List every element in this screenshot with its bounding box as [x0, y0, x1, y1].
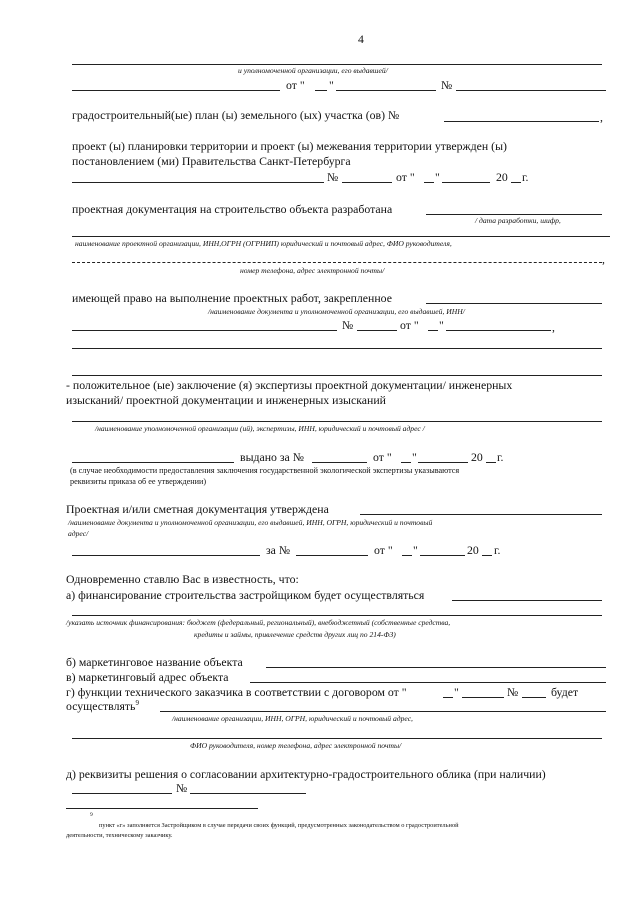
blank-day[interactable]	[443, 697, 453, 698]
approved-docs-label: Проектная и/или сметная документация утверждена	[66, 502, 329, 516]
blank-line[interactable]	[72, 421, 602, 422]
blank-month[interactable]	[442, 182, 490, 183]
footnote-separator	[66, 808, 258, 809]
note: (в случае необходимости предоставления заключения государственной экологической экспертизы указываются	[70, 466, 460, 475]
hint: наименование проектной организации, ИНН,ОГРН (ОГРНИП) юридический и почтовый адрес, ФИО руководителя,	[75, 239, 452, 248]
blank-year[interactable]	[511, 182, 521, 183]
blank-day[interactable]	[402, 555, 412, 556]
blank-line[interactable]	[72, 236, 610, 237]
item-b: б) маркетинговое название объекта	[66, 655, 243, 669]
footnote-line1: пункт «г» заполняется Застройщиком в случае передачи своих функций, предусмотренных законодательством о градостроительной	[99, 822, 459, 829]
blank-line[interactable]	[72, 738, 602, 739]
item-a: а) финансирование строительства застройщиком будет осуществляться	[66, 588, 425, 602]
blank-line[interactable]	[72, 555, 260, 556]
label-number: №	[327, 170, 339, 184]
label-number: №	[342, 318, 354, 332]
quote: "	[329, 78, 334, 92]
hint: /наименование организации, ИНН, ОГРН, юридический и почтовый адрес,	[172, 714, 413, 723]
label-from: от "	[374, 543, 393, 557]
label-from: от "	[396, 170, 415, 184]
blank-day[interactable]	[428, 330, 438, 331]
label-for-number: за №	[266, 543, 291, 557]
blank-line[interactable]	[72, 793, 172, 794]
footnote-line2: деятельности, техническому заказчику.	[66, 832, 173, 839]
blank-line[interactable]	[72, 64, 602, 65]
blank-line[interactable]	[72, 348, 602, 349]
hint: номер телефона, адрес электронной почты/	[240, 266, 385, 275]
blank-month[interactable]	[418, 462, 468, 463]
blank-number[interactable]	[357, 330, 397, 331]
blank-month[interactable]	[462, 697, 504, 698]
quote: "	[413, 543, 418, 557]
footnote-ref: 9	[135, 699, 139, 708]
note: реквизиты приказа об ее утверждении)	[70, 477, 207, 486]
label-from: от "	[373, 450, 392, 464]
year-suffix: г.	[497, 450, 504, 464]
footnote-number: 9	[90, 812, 93, 818]
year-prefix: 20	[467, 543, 479, 557]
blank-line[interactable]	[452, 600, 602, 601]
project-docs-label: проектная документация на строительство объекта разработана	[72, 202, 393, 216]
blank-month[interactable]	[420, 555, 465, 556]
blank-day[interactable]	[401, 462, 411, 463]
item-g: г) функции технического заказчика в соответствии с договором от "	[66, 685, 407, 699]
hint: кредиты и займы, привлечение средств других лиц по 214-ФЗ)	[194, 630, 396, 639]
caption: и уполномоченной организации, его выдавшей/	[238, 66, 388, 75]
label-from: от "	[286, 78, 305, 92]
blank-number[interactable]	[190, 793, 306, 794]
label-will: будет	[551, 685, 579, 699]
year-prefix: 20	[471, 450, 483, 464]
blank-number[interactable]	[296, 555, 368, 556]
blank-number[interactable]	[456, 90, 606, 91]
page-number: 4	[358, 32, 364, 46]
expertise-line1: - положительное (ые) заключение (я) экспертизы проектной документации/ инженерных	[66, 378, 513, 392]
quote: "	[454, 685, 459, 699]
comma: ,	[600, 110, 603, 124]
blank-line[interactable]	[72, 262, 602, 263]
blank-line[interactable]	[72, 462, 234, 463]
comma: ,	[552, 320, 555, 334]
blank-line[interactable]	[72, 375, 602, 376]
blank-number[interactable]	[444, 121, 599, 122]
item-v: в) маркетинговый адрес объекта	[66, 670, 229, 684]
blank-number[interactable]	[312, 462, 367, 463]
blank-line[interactable]	[250, 682, 606, 683]
blank-month[interactable]	[446, 330, 551, 331]
quote: "	[435, 170, 440, 184]
blank-line[interactable]	[72, 615, 602, 616]
hint: адрес/	[68, 529, 89, 538]
blank-line[interactable]	[426, 214, 602, 215]
hint: /наименование документа и уполномоченной организации, его выдавшей, ИНН/	[208, 307, 465, 316]
planning-project-line2: постановлением (ми) Правительства Санкт-Петербурга	[72, 154, 351, 168]
blank-line[interactable]	[72, 330, 337, 331]
year-suffix: г.	[522, 170, 529, 184]
blank-number[interactable]	[342, 182, 392, 183]
blank-year[interactable]	[486, 462, 496, 463]
license-label: имеющей право на выполнение проектных работ, закрепленное	[72, 291, 392, 305]
blank-line[interactable]	[266, 667, 606, 668]
quote: "	[412, 450, 417, 464]
urban-plan-label: градостроительный(ые) план (ы) земельного (ых) участка (ов) №	[72, 108, 400, 122]
quote: "	[439, 318, 444, 332]
blank-day[interactable]	[315, 90, 327, 91]
intro: Одновременно ставлю Вас в известность, что:	[66, 572, 299, 586]
label-from: от "	[400, 318, 419, 332]
blank-line[interactable]	[360, 514, 602, 515]
hint: / дата разработки, шифр,	[475, 216, 561, 225]
blank-line[interactable]	[426, 303, 602, 304]
planning-project-line1: проект (ы) планировки территории и проект (ы) межевания территории утвержден (ы)	[72, 139, 507, 153]
hint: ФИО руководителя, номер телефона, адрес электронной почты/	[190, 741, 402, 750]
blank-month[interactable]	[336, 90, 436, 91]
blank-day[interactable]	[424, 182, 434, 183]
blank-line[interactable]	[72, 182, 324, 183]
blank-line[interactable]	[160, 711, 606, 712]
blank-year[interactable]	[482, 555, 492, 556]
year-suffix: г.	[494, 543, 501, 557]
label-number: №	[176, 781, 188, 795]
label-number: №	[507, 685, 519, 699]
comma: ,	[602, 252, 605, 266]
blank-number[interactable]	[522, 697, 546, 698]
label-issued: выдано за №	[240, 450, 304, 464]
hint: /наименование документа и уполномоченной организации, его выдавшей, ИНН, ОГРН, юридический и почтовый	[68, 518, 433, 527]
expertise-line2: изысканий/ проектной документации и инженерных изысканий	[66, 393, 386, 407]
item-d: д) реквизиты решения о согласовании архитектурно-градостроительного облика (при наличии)	[66, 767, 546, 781]
item-g-line2: осуществлять$^9$	[66, 699, 139, 713]
blank-line[interactable]	[72, 90, 280, 91]
hint: /наименование уполномоченной организации (ий), экспертизы, ИНН, юридический и почтовый адрес /	[95, 424, 425, 433]
year-prefix: 20	[496, 170, 508, 184]
label-number: №	[441, 78, 453, 92]
hint: /указать источник финансирования: бюджет (федеральный, региональный), внебюджетный (собственные средства,	[66, 618, 451, 627]
